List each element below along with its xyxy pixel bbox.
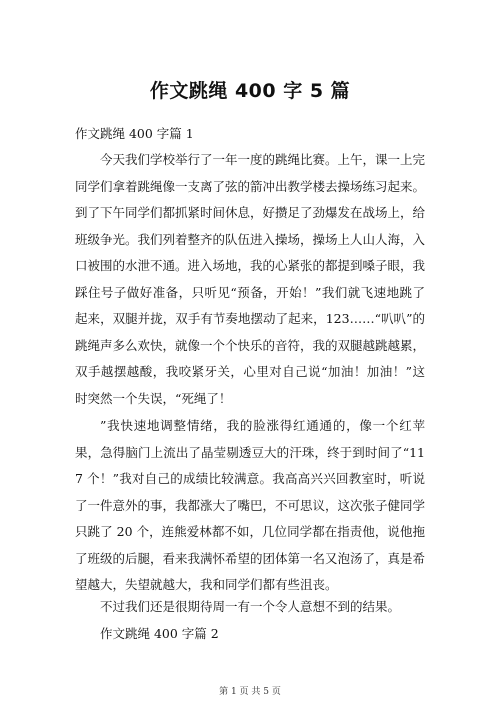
section-heading-2: 作文跳绳 400 字篇 2 — [100, 626, 219, 641]
page-footer: 第 1 页 共 5 页 — [219, 687, 281, 697]
document-title: 作文跳绳 400 字 5 篇 — [149, 80, 351, 102]
paragraph-3: 不过我们还是很期待周一有一个令人意想不到的结果。 — [100, 599, 401, 614]
paragraph-2: ”我快速地调整情绪，我的脸涨得红通通的，像一个红苹果，急得脑门上流出了晶莹剔透豆大的汗珠，终于到时间了“117 个！”我对自己的成绩比较满意。我高高兴兴回教室时，听说了一件意外的事，我都涨大了嘴巴，不可思议，这次张子健同学只跳了 20 个，连熊爱林都不如，几位同学都在指责他，说他拖了班级的后腿，看来我满怀希望的团体第一名又泡汤了，真是希望越大，失望就越大，我和同学们都有些沮丧。 — [75, 418, 426, 592]
section-heading-1: 作文跳绳 400 字篇 1 — [75, 126, 194, 141]
paragraph-1: 今天我们学校举行了一年一度的跳绳比赛。上午，课一上完同学们拿着跳绳像一支离了弦的箭冲出教学楼去操场练习起来。到了下午同学们都抓紧时间休息，好攒足了劲爆发在战场上，给班级争光。我们列着整齐的队伍进入操场，操场上人山人海，入口被围的水泄不通。进入场地，我的心紧张的都提到嗓子眼，我踩住号子做好准备，只听见“预备，开始！”我们就飞速地跳了起来，双腿并拢，双手有节奏地摆动了起来，123……“叭叭”的跳绳声多么欢快，就像一个个快乐的音符，我的双腿越跳越累，双手越摆越酸，我咬紧牙关，心里对自己说“加油！加油！”这时突然一个失误，“死绳了！ — [75, 152, 426, 406]
